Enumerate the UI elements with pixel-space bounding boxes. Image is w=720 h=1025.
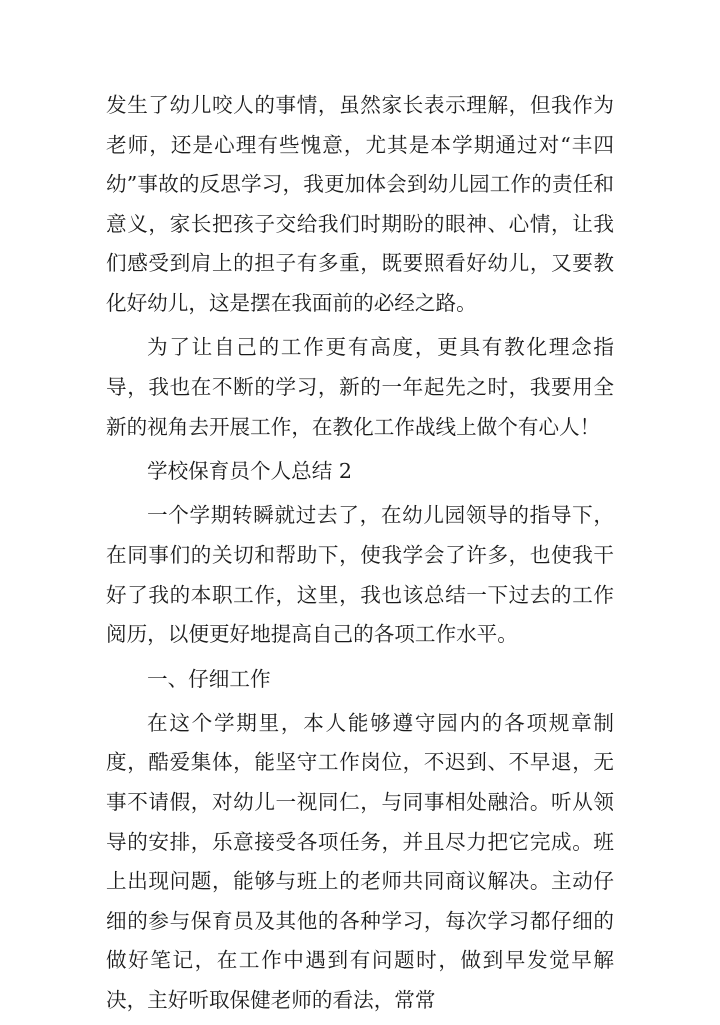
paragraph-4: 在这个学期里，本人能够遵守园内的各项规章制度，酷爱集体，能坚守工作岗位，不迟到、不早退，无事不请假，对幼儿一视同仁，与同事相处融洽。听从领导的安排，乐意接受各项任务，并且尽力把它完成。班上出现问题，能够与班上的老师共同商议解决。主动仔细的参与保育员及其他的各种学习，每次学习都仔细的做好笔记，在工作中遇到有问题时，做到早发觉早解决，主好听取保健老师的看法，常常 — [106, 710, 614, 1013]
paragraph-3: 一个学期转瞬就过去了，在幼儿园领导的指导下，在同事们的关切和帮助下，使我学会了许多，也使我干好了我的本职工作，这里，我也该总结一下过去的工作阅历，以便更好地提高自己的各项工作水平。 — [106, 503, 614, 647]
subsection-heading: 一、仔细工作 — [147, 666, 271, 691]
section-heading: 学校保育员个人总结 2 — [147, 458, 352, 483]
paragraph-1: 发生了幼儿咬人的事情，虽然家长表示理解，但我作为老师，还是心理有些愧意，尤其是本学期通过对“丰四幼”事故的反思学习，我更加体会到幼儿园工作的责任和意义，家长把孩子交给我们时期盼的眼神、心情，让我们感受到肩上的担子有多重，既要照看好幼儿，又要教化好幼儿，这是摆在我面前的必经之路。 — [106, 93, 614, 315]
paragraph-2: 为了让自己的工作更有高度，更具有教化理念指导，我也在不断的学习，新的一年起先之时，我要用全新的视角去开展工作，在教化工作战线上做个有心人！ — [106, 335, 614, 439]
document-body — [106, 86, 614, 1025]
